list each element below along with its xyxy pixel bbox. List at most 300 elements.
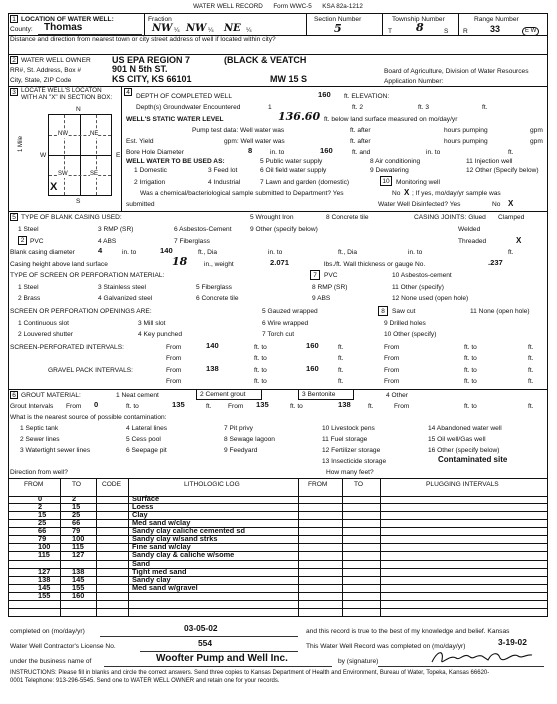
groundwater-label: Depth(s) Groundwater Encountered <box>136 104 241 111</box>
table-row <box>8 512 548 520</box>
completed-on-label: completed on (mo/day/yr) <box>10 628 85 635</box>
distance-label: Distance and direction from nearest town or city street address of well if located within city? <box>10 36 276 43</box>
use-3: 3 Feed lot <box>208 167 238 174</box>
gw-3: ft. 3 <box>418 104 429 111</box>
section-2-number: 2 <box>10 56 18 64</box>
screen-4: 4 Galvanized steel <box>98 295 153 302</box>
bore-in-to-2: in. to <box>426 149 441 156</box>
se-quadrant: SE <box>90 171 99 177</box>
casing-5: 5 Wrought Iron <box>250 214 294 221</box>
opening-5: 5 Gauzed wrapped <box>262 308 318 315</box>
section-6-number: 6 <box>10 391 18 399</box>
quarter-3-value: NE <box>224 23 241 34</box>
grout-intervals-label: Grout Intervals <box>10 403 54 410</box>
log-from-cell: 115 <box>38 550 50 560</box>
how-many-feet-label: How many feet? <box>326 469 374 476</box>
blank-diameter-label: Blank casing diameter <box>10 249 75 256</box>
screen-11: 11 Other (specify) <box>392 284 444 291</box>
wall-thickness-label: lbs./ft. Wall thickness or gauge No. <box>324 261 426 268</box>
log-from-cell: 2 <box>38 502 43 512</box>
casing-8: 8 Concrete tile <box>326 214 369 221</box>
screen-2: 2 Brass <box>18 295 41 302</box>
grout-from-1: From <box>66 403 82 410</box>
section-number-label: Section Number <box>314 16 362 23</box>
casing-label: TYPE OF BLANK CASING USED: <box>21 214 122 221</box>
locate-label: LOCATE WELL'S LOCATON WITH AN "X" IN SECTION BOX: <box>21 87 113 101</box>
log-lithology-cell: Sandy clay & caliche w/some <box>132 550 235 560</box>
gpi-ft-to-2: ft. to <box>464 367 477 374</box>
log-to-cell: 115 <box>72 542 84 552</box>
gw-1: 1 <box>268 104 272 111</box>
log-to-cell: 160 <box>72 590 85 600</box>
use-10-box: 10 <box>380 176 392 186</box>
log-lithology-cell: Loess <box>132 502 154 512</box>
yield-well: gpm: Well water was <box>224 138 285 145</box>
range-label: Range Number <box>474 16 519 23</box>
log-col-plugging: PLUGGING INTERVALS <box>426 481 499 488</box>
completed-on-value: 03-05-02 <box>184 623 218 633</box>
screen-3: 3 Stainless steel <box>98 284 147 291</box>
spi-ft-4: ft. <box>528 355 534 362</box>
gpi-from-3: From <box>166 378 182 385</box>
screen-pvc: PVC <box>324 272 338 279</box>
table-row <box>8 609 548 617</box>
use-label: WELL WATER TO BE USED AS: <box>126 158 225 165</box>
township-s: S <box>444 28 449 35</box>
opening-4: 4 Key punched <box>138 331 182 338</box>
table-row <box>8 574 548 585</box>
disinfected-label: Water Well Disinfected? Yes <box>378 201 461 208</box>
casing-height-value: 18 <box>172 255 188 268</box>
bore-ft-and: ft. and <box>352 149 371 156</box>
county-label: County: <box>10 26 33 33</box>
county-value: Thomas <box>44 22 83 33</box>
log-to-cell: 127 <box>72 550 85 560</box>
blank-depth-value: 140 <box>160 246 173 255</box>
opening-3: 3 Mill slot <box>138 320 166 327</box>
log-from-cell: 155 <box>38 590 51 600</box>
screen-interval-from: 140 <box>206 341 219 350</box>
record-completed-value: 3-19-02 <box>498 637 527 647</box>
gw-2: ft. 2 <box>352 104 363 111</box>
gravel-pack-from: 138 <box>206 364 219 373</box>
blank-ft-dia-2: ft., Dia <box>338 249 358 256</box>
contam-10: 10 Livestock pens <box>322 425 375 432</box>
spi-ft-3: ft. <box>338 355 344 362</box>
contam-16: 16 Other (specify below) <box>428 447 500 454</box>
application-number-label: Application Number: <box>384 78 444 85</box>
contam-2: 2 Sewer lines <box>20 436 60 443</box>
screen-1: 1 Steel <box>18 284 39 291</box>
mile-label: 1 Mile <box>18 135 24 152</box>
screen-5: 5 Fiberglass <box>196 284 232 291</box>
gravel-pack-to: 160 <box>306 364 319 373</box>
grout-4: 4 Other <box>386 392 408 399</box>
blank-in-to: in. to <box>122 249 137 256</box>
use-2: 2 Irrigation <box>134 179 166 186</box>
disinfected-no: No <box>492 201 501 208</box>
well-location-x: X <box>50 181 58 193</box>
grout-ft-1: ft. <box>206 403 212 410</box>
township-value: 8 <box>416 21 424 34</box>
static-level-label: WELL'S STATIC WATER LEVEL <box>126 116 224 123</box>
yield-after: ft. after <box>350 138 371 145</box>
screen-interval-to: 160 <box>306 341 319 350</box>
owner-label: WATER WELL OWNER <box>21 57 91 64</box>
blank-ft-3: ft. <box>508 249 514 256</box>
bore-depth-value: 160 <box>320 146 333 155</box>
spi-ft-to-3: ft. to <box>254 355 267 362</box>
township-t: T <box>388 28 393 35</box>
opening-9: 9 Drilled holes <box>384 320 426 327</box>
log-from-cell: 15 <box>38 510 47 520</box>
joint-threaded: Threaded <box>458 238 487 245</box>
gpi-ft-to-4: ft. to <box>464 378 477 385</box>
log-from-cell: 25 <box>38 518 47 528</box>
contam-1: 1 Septic tank <box>20 425 59 432</box>
spi-from-3: From <box>166 355 182 362</box>
opening-10: 10 Other (specify) <box>384 331 437 338</box>
pump-gpm: gpm <box>530 127 543 134</box>
casing-9: 9 Other (specify below) <box>250 226 318 233</box>
log-col-to: TO <box>72 481 82 488</box>
city-state-zip-label: City, State, ZIP Code <box>10 77 72 84</box>
instructions-line-1: INSTRUCTIONS: Please fill in blanks and circle the correct answers. Send three copies to Kansas Department of Health and Environment, Bureau of Water, Topeka, Kansas 66620- <box>10 670 490 676</box>
gpi-ft-4: ft. <box>528 378 534 385</box>
screen-9: 9 ABS <box>312 295 331 302</box>
table-row <box>8 582 548 593</box>
use-7: 7 Lawn and garden (domestic) <box>260 179 350 186</box>
gw-ft: ft. <box>482 104 488 111</box>
quarter-mark: ¼ <box>174 27 180 34</box>
contam-other-value: Contaminated site <box>438 455 508 464</box>
log-lithology-cell: Sandy clay caliche cemented sd <box>132 526 245 536</box>
gpi-ft-to-1: ft. to <box>254 367 267 374</box>
grout-ft-to-2: ft. to <box>290 403 303 410</box>
log-to-cell: 79 <box>72 526 81 536</box>
true-record-statement: and this record is true to the best of my knowledge and belief. Kansas <box>306 628 510 635</box>
spi-from-1: From <box>166 344 182 351</box>
opening-8-box: 8 <box>378 306 388 316</box>
log-lithology-cell: Sandy clay <box>132 574 171 584</box>
table-row <box>8 504 548 512</box>
contam-15: 15 Oil well/Gas well <box>428 436 486 443</box>
signature-image <box>428 648 538 668</box>
section-1-number: 1 <box>10 15 18 23</box>
township-label: Township Number <box>392 16 445 23</box>
disinfected-x: X <box>508 199 514 208</box>
depth-label: DEPTH OF COMPLETED WELL <box>136 93 232 100</box>
openings-label: SCREEN OR PERFORATION OPENINGS ARE: <box>10 308 152 315</box>
log-col-from-2: FROM <box>308 481 328 488</box>
table-row <box>8 528 548 536</box>
license-value: 554 <box>198 638 212 648</box>
section-grid <box>48 114 112 196</box>
spi-ft-to-2: ft. to <box>464 344 477 351</box>
section-3-number: 3 <box>10 88 18 96</box>
contam-11: 11 Fuel storage <box>322 436 368 443</box>
log-col-from: FROM <box>24 481 44 488</box>
gpi-ft-3: ft. <box>338 378 344 385</box>
chem-if-yes: ; If yes, mo/day/yr sample was <box>412 190 501 197</box>
south-label: S <box>76 198 81 205</box>
quarter-2-value: NW <box>186 23 207 34</box>
table-row <box>8 558 548 569</box>
grout-from-2: From <box>228 403 244 410</box>
opening-1: 1 Continuous slot <box>18 320 69 327</box>
gpi-from-2: From <box>384 367 400 374</box>
pump-hours: hours pumping <box>444 127 488 134</box>
table-row <box>8 552 548 560</box>
wall-thickness-value: .237 <box>488 258 503 267</box>
use-4: 4 Industrial <box>208 179 241 186</box>
grout-ft-3: ft. <box>528 403 534 410</box>
log-col-code: CODE <box>102 481 122 488</box>
pump-test-label: Pump test data: Well water was <box>192 127 285 134</box>
use-9: 9 Dewatering <box>370 167 409 174</box>
city-state-zip-value: KS CITY, KS 66101 <box>112 74 192 84</box>
bore-in-to: in. to <box>270 149 285 156</box>
casing-weight-value: 2.071 <box>270 258 290 267</box>
opening-11: 11 None (open hole) <box>470 308 530 315</box>
casing-1: 1 Steel <box>18 226 39 233</box>
grout-from-value-2: 135 <box>256 400 269 409</box>
screen-10: 10 Asbestos-cement <box>392 272 452 279</box>
pump-after: ft. after <box>350 127 371 134</box>
log-to-cell: 155 <box>72 582 85 592</box>
log-lithology-cell: Med sand w/clay <box>132 518 191 528</box>
gpi-from-4: From <box>384 378 400 385</box>
range-ew: E W <box>522 27 539 36</box>
grout-ft-2: ft. <box>368 403 374 410</box>
joint-clamped: Clamped <box>498 214 525 221</box>
yield-gpm: gpm <box>530 138 543 145</box>
spi-from-2: From <box>384 344 400 351</box>
log-lithology-cell: Sandy clay w/sand strks <box>132 534 218 544</box>
section-5-number: 5 <box>10 213 18 221</box>
grout-ft-to-1: ft. to <box>126 403 139 410</box>
casing-height-label: Casing height above land surface <box>10 261 108 268</box>
quarter-mark: ¼ <box>246 27 252 34</box>
water-well-record-form <box>8 4 548 700</box>
bore-diameter-value: 8 <box>248 146 253 155</box>
north-label: N <box>76 106 81 113</box>
casing-3: 3 RMP (SR) <box>98 226 134 233</box>
bore-ft-2: ft. <box>508 149 514 156</box>
grout-3-box: 3 Bentonite <box>298 389 354 400</box>
contam-12: 12 Fertilizer storage <box>322 447 381 454</box>
static-level-rest: ft. below land surface measured on mo/day/yr <box>324 116 458 123</box>
nw-quadrant: NW <box>58 131 68 137</box>
blank-ft-dia: ft., Dia <box>198 249 218 256</box>
log-to-cell: 145 <box>72 574 85 584</box>
opening-7: 7 Torch cut <box>262 331 295 338</box>
gpi-ft-2: ft. <box>528 367 534 374</box>
opening-2: 2 Louvered shutter <box>18 331 73 338</box>
instructions-line-2: 0001 Telephone: 913-296-5545. Send one to WATER WELL OWNER and retain one for your records. <box>10 678 280 684</box>
location-label: LOCATION OF WATER WELL: <box>21 16 114 23</box>
license-label: Water Well Contractor's License No. <box>10 643 116 650</box>
spi-from-4: From <box>384 355 400 362</box>
table-row <box>8 544 548 552</box>
table-row <box>8 496 548 504</box>
form-header <box>8 4 548 12</box>
form-ksa: KSA 82a-1212 <box>322 3 363 10</box>
chem-submitted: submitted <box>126 201 155 208</box>
table-row <box>8 566 548 577</box>
direction-label: Direction from well? <box>10 469 68 476</box>
log-from-cell: 145 <box>38 582 51 592</box>
log-from-cell: 79 <box>38 534 47 544</box>
business-name-value: Woofter Pump and Well Inc. <box>156 653 288 664</box>
use-12: 12 Other (Specify below) <box>466 167 539 174</box>
elevation-label: ft. ELEVATION: <box>344 93 390 100</box>
log-lithology-cell: Surface <box>132 494 160 503</box>
address-label: RR#, St. Address, Box # <box>10 67 82 74</box>
log-lithology-cell: Sand <box>132 558 151 568</box>
log-lithology-cell: Med sand w/gravel <box>132 582 198 592</box>
east-label: E <box>116 152 121 159</box>
grout-2-box: 2 Cement grout <box>196 389 262 400</box>
blank-in-to-2: in. to <box>268 249 283 256</box>
contam-14: 14 Abandoned water well <box>428 425 502 432</box>
form-number: Form WWC-5 <box>273 3 312 10</box>
contam-7: 7 Pit privy <box>224 425 253 432</box>
casing-6: 6 Asbestos-Cement <box>174 226 232 233</box>
range-r: R <box>463 28 468 35</box>
log-lithology-cell: Clay <box>132 510 148 520</box>
casing-2-box: 2 <box>18 236 27 245</box>
log-to-cell: 66 <box>72 518 81 528</box>
yield-hours: hours pumping <box>444 138 488 145</box>
log-col-to-2: TO <box>354 481 364 488</box>
spi-ft-1: ft. <box>338 344 344 351</box>
chem-label: Was a chemical/bacteriological sample submitted to Department? Yes <box>140 190 344 197</box>
grout-to-value-1: 135 <box>172 400 185 409</box>
screen-material-label: TYPE OF SCREEN OR PERFORATION MATERIAL: <box>10 272 165 279</box>
log-from-cell: 0 <box>38 494 43 503</box>
table-row <box>8 520 548 528</box>
west-label: W <box>40 152 47 159</box>
screen-intervals-label: SCREEN-PERFORATED INTERVALS: <box>10 344 124 351</box>
spi-ft-to-1: ft. to <box>254 344 267 351</box>
contam-13: 13 Insecticide storage <box>322 458 387 465</box>
board-label: Board of Agriculture, Division of Water Resources <box>384 68 529 75</box>
use-11: 11 Injection well <box>466 158 513 165</box>
joint-threaded-x: X <box>516 236 522 245</box>
signature-label: by (signature) <box>338 658 379 665</box>
grout-ft-to-3: ft. to <box>464 403 477 410</box>
monitoring-well-id: MW 15 S <box>270 74 308 84</box>
grout-label: GROUT MATERIAL: <box>21 392 81 399</box>
joint-welded: Welded <box>458 226 481 233</box>
use-8: 8 Air conditioning <box>370 158 421 165</box>
contam-8: 8 Sewage lagoon <box>224 436 275 443</box>
screen-12: 12 None used (open hole) <box>392 295 469 302</box>
contamination-label: What is the nearest source of possible contamination: <box>10 414 167 421</box>
spi-ft-to-4: ft. to <box>464 355 477 362</box>
owner-value-2: (BLACK & VEATCH <box>224 55 307 65</box>
static-level-value: 136.60 <box>278 110 321 123</box>
log-to-cell: 15 <box>72 502 81 512</box>
table-row <box>8 590 548 601</box>
log-lithology-cell: Tight med sand <box>132 566 187 576</box>
table-row <box>8 536 548 544</box>
contam-5: 5 Cess pool <box>126 436 161 443</box>
grout-to-value-2: 138 <box>338 400 351 409</box>
address-value: 901 N 5th ST. <box>112 64 168 74</box>
log-col-lithologic: LITHOLOGIC LOG <box>184 481 240 488</box>
section-4-number: 4 <box>124 88 132 96</box>
chem-x: X <box>404 188 410 197</box>
section-number-value: 5 <box>334 22 342 35</box>
grout-from-value-1: 0 <box>94 400 99 409</box>
business-name-label: under the business name of <box>10 658 92 665</box>
use-10-label: Monitoring well <box>396 179 440 186</box>
contam-6: 6 Seepage pit <box>126 447 167 454</box>
range-value: 33 <box>490 24 501 34</box>
quarter-mark: ¼ <box>208 27 214 34</box>
log-to-cell: 25 <box>72 510 81 520</box>
opening-saw-cut: Saw cut <box>392 308 416 315</box>
screen-7-box: 7 <box>310 270 320 280</box>
log-from-cell: 127 <box>38 566 51 576</box>
table-row <box>8 601 548 609</box>
log-lithology-cell: Fine sand w/clay <box>132 542 191 552</box>
owner-value: US EPA REGION 7 <box>112 55 191 65</box>
blank-diameter-value: 4 <box>98 246 103 255</box>
gpi-from-1: From <box>166 367 182 374</box>
contam-4: 4 Lateral lines <box>126 425 168 432</box>
record-completed-label: This Water Well Record was completed on (mo/day/yr) <box>306 643 466 650</box>
use-6: 6 Oil field water supply <box>260 167 327 174</box>
grout-from-3: From <box>394 403 410 410</box>
casing-7: 7 Fiberglass <box>174 238 210 245</box>
yield-label: Est. Yield <box>126 138 154 145</box>
chem-no: No <box>392 190 401 197</box>
log-from-cell: 138 <box>38 574 51 584</box>
gpi-ft-to-3: ft. to <box>254 378 267 385</box>
casing-joints-label: CASING JOINTS: Glued <box>414 214 486 221</box>
use-1: 1 Domestic <box>134 167 167 174</box>
contam-3: 3 Watertight sewer lines <box>20 447 91 454</box>
log-to-cell: 100 <box>72 534 85 544</box>
ne-quadrant: NE <box>90 131 99 137</box>
opening-6: 6 Wire wrapped <box>262 320 309 327</box>
bore-label: Bore Hole Diameter <box>126 149 184 156</box>
casing-pvc: PVC <box>30 238 44 245</box>
log-to-cell: 2 <box>72 494 77 503</box>
depth-value: 160 <box>318 90 331 99</box>
sw-quadrant: SW <box>58 171 68 177</box>
screen-6: 6 Concrete tile <box>196 295 239 302</box>
casing-weight-label: in., weight <box>204 261 234 268</box>
gravel-pack-label: GRAVEL PACK INTERVALS: <box>48 367 134 374</box>
quarter-1-value: NW <box>152 23 173 34</box>
fraction-label: Fraction <box>148 16 172 23</box>
log-to-cell: 138 <box>72 566 85 576</box>
casing-4: 4 ABS <box>98 238 117 245</box>
blank-in-to-3: in. to <box>408 249 423 256</box>
screen-8: 8 RMP (SR) <box>312 284 348 291</box>
gpi-ft-1: ft. <box>338 367 344 374</box>
log-from-cell: 100 <box>38 542 51 552</box>
spi-ft-2: ft. <box>528 344 534 351</box>
grout-1: 1 Neat cement <box>116 392 159 399</box>
use-5: 5 Public water supply <box>260 158 323 165</box>
form-title: WATER WELL RECORD <box>193 3 263 10</box>
contam-9: 9 Feedyard <box>224 447 258 454</box>
